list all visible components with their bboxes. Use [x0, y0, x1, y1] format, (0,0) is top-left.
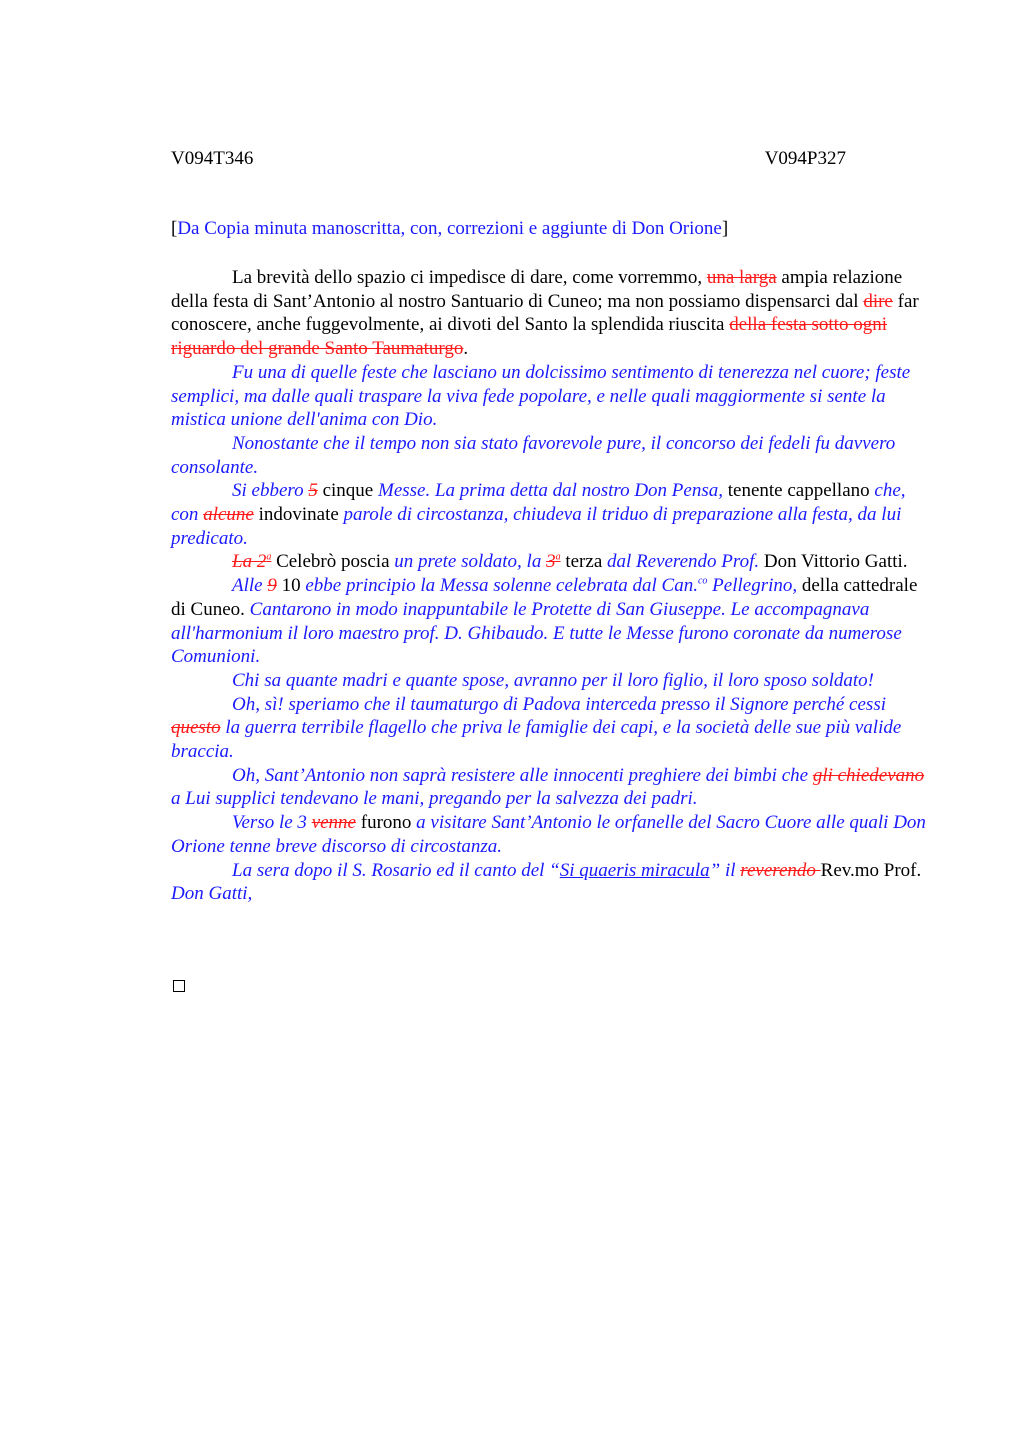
original-text: Celebrò poscia [271, 551, 395, 573]
original-text: della cattedrale di Cuneo. [171, 575, 918, 620]
deleted-text: gli chiedevano [812, 764, 925, 786]
source-open-bracket: [ [171, 218, 178, 239]
deleted-text: questo [171, 717, 221, 739]
original-text: tenente cappellano [722, 480, 875, 502]
deleted-text: 9 [267, 575, 277, 597]
added-text: Don Gatti, [171, 883, 253, 905]
added-text: la guerra terribile flagello che priva le famiglie dei capi, e la società delle sue più valide braccia. [171, 717, 902, 763]
added-text: che, con [171, 480, 906, 526]
added-text: un prete soldato, la [394, 551, 547, 573]
paragraph-8 [171, 693, 931, 764]
right-document-code: V094P327 [764, 148, 846, 169]
paragraph-2 [171, 361, 931, 432]
deleted-text [232, 551, 271, 572]
paragraph-1 [171, 266, 931, 361]
deleted-text-base: 3 [546, 551, 556, 573]
paragraph-7 [171, 669, 931, 693]
added-text: a Lui supplici tendevano le mani, pregando per la salvezza dei padri. [171, 788, 698, 810]
paragraph-10 [171, 811, 931, 858]
added-text: Cantarono in modo inappuntabile le Protette di San Giuseppe. Le accompagnava all'harmonium il loro maestro prof. D. Ghibaudo. E tutte le Messe furono coronate da numerose Comunioni. [171, 598, 902, 668]
ordinal-superscript: a [266, 552, 272, 564]
original-text: far conoscere, anche fuggevolmente, ai divoti del Santo la splendida riuscita [171, 290, 919, 336]
abbreviation-superscript: co [697, 575, 708, 587]
deleted-text: reverendo [740, 859, 821, 881]
deleted-text: 5 [308, 480, 318, 502]
original-text: ampia relazione della festa di Sant’Antonio al nostro Santuario di Cuneo; ma non possiamo dispensarci dal [171, 267, 903, 312]
ordinal-superscript: a [555, 552, 561, 564]
added-text: La sera dopo il S. Rosario ed il canto del “ [232, 859, 560, 881]
left-document-code: V094T346 [171, 148, 254, 169]
added-text: Pellegrino, [707, 575, 798, 597]
empty-square-icon [173, 980, 185, 992]
original-text: indovinate [253, 504, 344, 526]
added-text: a visitare Sant’Antonio le orfanelle del Sacro Cuore alle quali Don Orione tenne breve discorso di circostanza. [171, 812, 926, 857]
original-text: . [463, 338, 469, 360]
source-note-text: Da Copia minuta manoscritta, con, correzioni e aggiunte di Don Orione [177, 218, 722, 239]
paragraph-4 [171, 479, 931, 550]
source-note [171, 218, 931, 240]
added-text: ebbe principio la Messa solenne celebrata dal Can. [305, 575, 698, 597]
hymn-title: Si quaeris miracula [559, 859, 710, 881]
original-text: 10 [276, 575, 306, 597]
source-close-bracket: ] [721, 218, 729, 239]
paragraph-5 [171, 550, 931, 574]
original-text: Rev.mo Prof. [820, 859, 922, 881]
paragraph-3 [171, 432, 931, 479]
added-text: ” il [709, 859, 741, 881]
added-text: parole di circostanza, chiudeva il triduo di preparazione alla festa, da lui predicato. [171, 504, 902, 549]
added-text: Fu una di quelle feste che lasciano un dolcissimo sentimento di tenerezza nel cuore; feste semplici, ma dalle quali traspare la viva fede popolare, e nelle quali maggiormente si sente la mistica unione dell'anima con Dio. [171, 361, 911, 431]
deleted-text-base: La 2 [232, 551, 267, 573]
original-text: terza [560, 551, 607, 573]
deleted-text: alcune [203, 504, 254, 526]
paragraph-6 [171, 574, 931, 669]
document-header [171, 148, 846, 170]
deleted-text: una larga [706, 267, 777, 288]
paragraph-9 [171, 764, 931, 811]
deleted-text: dire [863, 290, 893, 312]
added-text: Alle [232, 575, 268, 597]
added-text: Oh, sì! speriamo che il taumaturgo di Padova interceda presso il Signore perché cessi [232, 693, 886, 715]
paragraph-11 [171, 859, 931, 906]
deleted-text: venne [311, 812, 356, 834]
original-text: Don Vittorio Gatti. [759, 551, 908, 573]
added-text: Verso le 3 [232, 812, 312, 834]
added-text: Oh, Sant’Antonio non saprà resistere alle innocenti preghiere dei bimbi che [232, 764, 813, 786]
original-text: furono [356, 812, 417, 834]
original-text: La brevità dello spazio ci impedisce di dare, come vorremmo, [232, 267, 707, 288]
added-text: Nonostante che il tempo non sia stato favorevole pure, il concorso dei fedeli fu davvero consolante. [171, 432, 896, 478]
document-body [171, 266, 931, 906]
deleted-text [546, 551, 561, 572]
added-text: Si ebbero [232, 480, 309, 502]
original-text: cinque [317, 480, 378, 502]
deleted-text: della festa sotto ogni riguardo del grande Santo Taumaturgo [171, 314, 887, 360]
added-text: Chi sa quante madri e quante spose, avranno per il loro figlio, il loro sposo soldato! [232, 669, 874, 691]
added-text: dal Reverendo Prof. [607, 551, 760, 573]
added-text: Messe. La prima detta dal nostro Don Pensa, [378, 480, 723, 502]
